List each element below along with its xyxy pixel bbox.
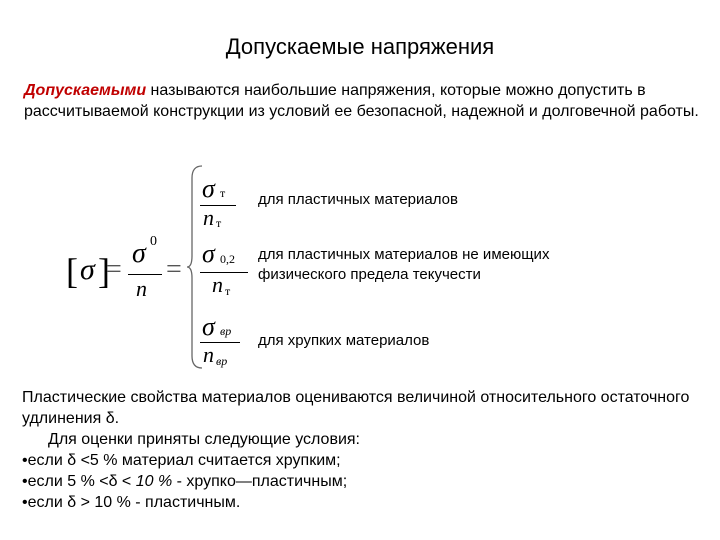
case3-numerator-sub: вр: [220, 324, 232, 338]
main-denominator: n: [136, 276, 147, 301]
main-numerator-sup: 0: [150, 234, 157, 249]
main-numerator-sigma: σ: [132, 238, 146, 269]
ductility-section: [22, 387, 712, 513]
condition-brittle-ductile-end: - хрупко—пластичным;: [172, 473, 348, 490]
case2-numerator-sub: 0,2: [220, 252, 235, 266]
case3-label: для хрупких материалов: [258, 332, 430, 349]
case1-denominator-sub: т: [216, 216, 222, 230]
case2-numerator: σ: [202, 239, 215, 268]
case3-numerator: σ: [202, 312, 215, 341]
case1-label: для пластичных материалов: [258, 191, 458, 208]
case2-denominator: n: [212, 272, 223, 297]
condition-brittle: •если δ <5 % материал считается хрупким;: [22, 452, 341, 469]
main-fraction-bar: [128, 274, 162, 275]
case3-denominator-sub: вр: [216, 354, 228, 368]
case3-denominator: n: [203, 342, 214, 367]
equals-sign-2: =: [166, 254, 182, 285]
page-title: Допускаемые напряжения: [225, 34, 495, 59]
case2-denominator-sub: т: [225, 284, 231, 298]
case1-numerator: σ: [202, 174, 215, 203]
condition-brittle-ductile-value: 10 %: [135, 473, 173, 490]
equals-sign-1: =: [106, 254, 122, 285]
case2-label: для пластичных материалов не имеющих физического предела текучести: [258, 246, 550, 283]
condition-brittle-ductile: [22, 471, 712, 492]
condition-ductile: •если δ > 10 % - пластичным.: [22, 494, 241, 511]
condition-brittle-ductile-start: •если 5 % <δ <: [22, 473, 136, 490]
case2-fraction-bar: [200, 272, 248, 273]
right-bracket: ]: [98, 251, 110, 291]
case1-denominator: n: [203, 205, 214, 230]
lhs-sigma: σ: [80, 253, 95, 286]
left-bracket: [: [66, 251, 78, 291]
definition-text: называются наибольшие напряжения, которые можно допустить в рассчитываемой конструкции из условий ее безопасной, надежной и долговечной работы.: [24, 82, 699, 120]
case1-numerator-sub: т: [220, 186, 226, 200]
conditions-intro: Для оценки приняты следующие условия:: [48, 431, 360, 448]
ductility-paragraph: Пластические свойства материалов оцениваются величиной относительного остаточного удлинения δ.: [22, 389, 690, 427]
definition-term: Допускаемыми: [24, 82, 147, 99]
